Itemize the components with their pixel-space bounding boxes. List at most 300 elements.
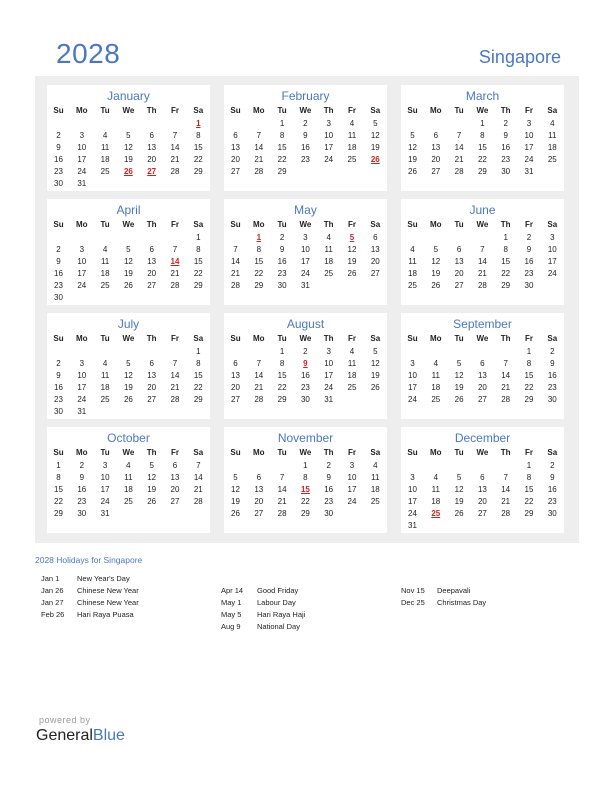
- month-title: May: [294, 203, 317, 217]
- day-cell: 2: [56, 359, 61, 368]
- holiday-name: New Year's Day: [77, 574, 130, 583]
- day-cell: 29: [524, 509, 534, 518]
- day-cell: 30: [547, 395, 557, 404]
- weekday-label: Sa: [370, 220, 381, 229]
- day-cell: 12: [370, 131, 380, 140]
- day-cell: 10: [77, 371, 87, 380]
- weekday-header: [224, 105, 387, 117]
- day-cell: 27: [254, 509, 264, 518]
- day-cell: 23: [300, 383, 310, 392]
- day-cell: 9: [279, 245, 285, 254]
- day-cell: 15: [254, 257, 264, 266]
- day-cell: 6: [149, 131, 154, 140]
- year-title: 2028: [56, 38, 121, 69]
- weekday-label: Th: [323, 106, 334, 115]
- day-cell: 27: [147, 281, 157, 290]
- weekday-label: Mo: [253, 334, 265, 343]
- day-cell: 7: [480, 245, 485, 254]
- day-cell: 10: [347, 473, 357, 482]
- day-cell: 31: [77, 407, 87, 416]
- day-cell: 14: [170, 143, 180, 152]
- day-cell: 20: [147, 155, 157, 164]
- day-cell: 30: [54, 407, 63, 416]
- weekday-label: Th: [500, 334, 511, 343]
- day-cell: 30: [54, 179, 63, 188]
- day-cell: 20: [147, 383, 157, 392]
- month-title: February: [281, 89, 330, 103]
- day-cell: 31: [524, 167, 534, 176]
- day-cell: 29: [54, 509, 63, 518]
- weekday-label: Su: [230, 220, 241, 229]
- day-cell: 7: [233, 245, 238, 254]
- brand-logo[interactable]: [36, 727, 125, 745]
- day-cell: 10: [324, 131, 334, 140]
- weekday-label: Mo: [430, 334, 442, 343]
- weekday-label: Mo: [430, 106, 442, 115]
- day-cell: 2: [56, 131, 61, 140]
- weekday-label: Sa: [547, 448, 558, 457]
- weekday-label: Mo: [76, 220, 88, 229]
- day-cell: 10: [324, 359, 334, 368]
- day-cell: 6: [433, 131, 439, 140]
- day-cell: 28: [477, 281, 487, 290]
- holiday-date: May 1: [221, 598, 242, 607]
- day-cell: 5: [233, 473, 238, 482]
- day-cell: 16: [277, 257, 287, 266]
- day-cell: 25: [347, 383, 357, 392]
- day-cell: 1: [303, 461, 308, 470]
- day-cell: 14: [501, 485, 511, 494]
- weekday-label: Mo: [430, 220, 442, 229]
- day-cell: 17: [300, 257, 310, 266]
- weekday-header: [401, 447, 564, 459]
- day-cell: 25: [100, 281, 110, 290]
- day-cell: 2: [550, 461, 555, 470]
- day-cell: 1: [196, 233, 201, 242]
- weekday-label: Sa: [193, 106, 204, 115]
- month-title: January: [107, 89, 150, 103]
- day-cell: 4: [433, 473, 439, 482]
- day-cell: 5: [126, 131, 131, 140]
- day-cell: 12: [231, 485, 240, 494]
- weekday-label: Mo: [253, 220, 265, 229]
- day-cell: 16: [54, 155, 63, 164]
- day-cell: 25: [347, 155, 357, 164]
- weekday-label: We: [476, 220, 489, 229]
- day-cell: 23: [77, 497, 87, 506]
- weekday-header: [224, 219, 387, 231]
- day-cell: 23: [300, 155, 310, 164]
- weekday-label: Th: [146, 106, 157, 115]
- day-cell: 24: [408, 509, 417, 518]
- day-cell: 24: [547, 269, 557, 278]
- weekday-label: Sa: [370, 334, 381, 343]
- day-cell: 3: [410, 359, 415, 368]
- month-march: [401, 85, 564, 191]
- day-cell: 10: [408, 485, 417, 494]
- weekday-label: Fr: [348, 334, 356, 343]
- day-cell: 27: [477, 395, 487, 404]
- day-cell: 12: [147, 473, 157, 482]
- day-cell: 23: [547, 383, 557, 392]
- day-cell: 6: [480, 473, 485, 482]
- weekday-label: Th: [146, 334, 157, 343]
- day-cell: 5: [456, 473, 462, 482]
- day-cell: 8: [480, 131, 485, 140]
- day-cell: 3: [79, 131, 85, 140]
- holiday-name: Hari Raya Haji: [257, 610, 306, 619]
- weekday-header: [224, 333, 387, 345]
- day-cell: 19: [347, 257, 357, 266]
- day-cell: 9: [503, 131, 508, 140]
- day-cell: 1: [279, 119, 285, 128]
- day-cell: 6: [233, 359, 238, 368]
- day-cell: 8: [256, 245, 262, 254]
- weekday-label: Mo: [430, 448, 442, 457]
- month-october: [47, 427, 210, 533]
- day-cell: 30: [277, 281, 287, 290]
- day-cell: 11: [431, 371, 440, 380]
- weekday-label: Tu: [454, 106, 464, 115]
- month-title: November: [277, 431, 334, 445]
- day-cell: 31: [300, 281, 310, 290]
- day-cell: 11: [100, 143, 110, 152]
- day-cell: 24: [300, 269, 310, 278]
- brand-general: General: [36, 727, 93, 744]
- day-cell: 28: [501, 395, 511, 404]
- day-cell: 29: [193, 281, 203, 290]
- day-cell: 25: [370, 497, 380, 506]
- day-cell: 14: [277, 485, 287, 494]
- holiday-date: Aug 9: [221, 622, 241, 631]
- holiday-name: Good Friday: [257, 586, 299, 595]
- weekday-label: Sa: [547, 106, 558, 115]
- day-cell: 27: [170, 497, 180, 506]
- day-cell: 8: [503, 245, 508, 254]
- day-cell: 4: [126, 461, 131, 470]
- day-cell: 12: [454, 371, 464, 380]
- day-cell: 13: [254, 485, 264, 494]
- day-cell: 15: [501, 257, 511, 266]
- day-cell: 21: [501, 497, 511, 506]
- day-cell: 30: [77, 509, 87, 518]
- day-cell: 7: [503, 473, 508, 482]
- day-cell: 10: [77, 257, 87, 266]
- month-title: September: [453, 317, 512, 331]
- day-cell: 4: [550, 119, 555, 128]
- day-cell: 25: [123, 497, 133, 506]
- day-cell: 8: [303, 473, 308, 482]
- day-cell: 25: [547, 155, 557, 164]
- weekday-label: Fr: [525, 334, 533, 343]
- day-cell: 17: [347, 485, 357, 494]
- day-cell: 8: [56, 473, 61, 482]
- day-cell: 10: [547, 245, 557, 254]
- day-cell: 22: [193, 269, 203, 278]
- weekday-label: Th: [323, 220, 334, 229]
- day-cell: 16: [300, 371, 310, 380]
- day-cell: 11: [347, 131, 357, 140]
- day-cell: 6: [480, 359, 485, 368]
- weekday-label: Sa: [193, 448, 204, 457]
- day-cell: 15: [193, 371, 203, 380]
- weekday-label: Tu: [454, 448, 464, 457]
- day-cell: 4: [373, 461, 378, 470]
- day-cell: 3: [102, 461, 108, 470]
- day-cell: 24: [347, 497, 357, 506]
- day-cell: 31: [324, 395, 334, 404]
- day-cell: 13: [170, 473, 180, 482]
- day-cell: 11: [408, 257, 417, 266]
- day-cell: 21: [477, 269, 487, 278]
- day-cell: 6: [456, 245, 462, 254]
- weekday-label: Fr: [171, 220, 179, 229]
- holiday-day: 26: [370, 155, 380, 164]
- weekday-label: Su: [230, 448, 241, 457]
- day-cell: 24: [77, 395, 87, 404]
- month-title: October: [107, 431, 150, 445]
- day-cell: 13: [147, 257, 157, 266]
- day-cell: 19: [147, 485, 157, 494]
- day-cell: 15: [193, 257, 203, 266]
- day-cell: 1: [503, 233, 508, 242]
- day-cell: 11: [548, 131, 557, 140]
- holiday-day: 26: [123, 167, 133, 176]
- day-cell: 5: [126, 359, 131, 368]
- weekday-label: Su: [230, 106, 241, 115]
- day-cell: 21: [454, 155, 464, 164]
- day-cell: 17: [547, 257, 557, 266]
- day-cell: 18: [100, 269, 110, 278]
- day-cell: 21: [501, 383, 511, 392]
- day-cell: 25: [100, 167, 110, 176]
- day-cell: 26: [454, 395, 464, 404]
- day-cell: 6: [256, 473, 262, 482]
- day-cell: 14: [170, 371, 180, 380]
- day-cell: 8: [526, 359, 532, 368]
- day-cell: 19: [408, 155, 417, 164]
- day-cell: 22: [524, 497, 534, 506]
- day-cell: 20: [454, 269, 464, 278]
- day-cell: 7: [503, 359, 508, 368]
- day-cell: 18: [123, 485, 133, 494]
- day-cell: 28: [170, 281, 180, 290]
- day-cell: 21: [193, 485, 203, 494]
- weekday-label: Mo: [253, 106, 265, 115]
- day-cell: 7: [279, 473, 285, 482]
- day-cell: 24: [77, 281, 87, 290]
- weekday-header: [47, 333, 210, 345]
- day-cell: 9: [550, 473, 555, 482]
- day-cell: 5: [126, 245, 131, 254]
- weekday-label: Fr: [171, 334, 179, 343]
- day-cell: 4: [349, 347, 355, 356]
- day-cell: 15: [277, 143, 287, 152]
- day-cell: 14: [254, 371, 264, 380]
- holiday-date: Nov 15: [401, 586, 425, 595]
- holiday-date: May 5: [221, 610, 242, 619]
- day-cell: 12: [431, 257, 441, 266]
- holiday-day: 27: [147, 167, 157, 176]
- day-cell: 8: [279, 359, 285, 368]
- day-cell: 17: [408, 497, 417, 506]
- day-cell: 23: [54, 167, 63, 176]
- holiday-name: National Day: [257, 622, 300, 631]
- day-cell: 25: [431, 395, 441, 404]
- day-cell: 22: [193, 155, 203, 164]
- holiday-date: Apr 14: [221, 586, 244, 595]
- weekday-header: [47, 447, 210, 459]
- month-september: [401, 313, 564, 419]
- weekday-label: Fr: [171, 106, 179, 115]
- day-cell: 19: [370, 143, 380, 152]
- day-cell: 18: [431, 497, 441, 506]
- day-cell: 15: [524, 371, 534, 380]
- day-cell: 13: [370, 245, 380, 254]
- day-cell: 18: [547, 143, 557, 152]
- day-cell: 29: [277, 167, 287, 176]
- day-cell: 27: [231, 395, 240, 404]
- weekday-label: Th: [500, 106, 511, 115]
- day-cell: 7: [256, 131, 262, 140]
- holiday-date: Jan 26: [41, 586, 64, 595]
- day-cell: 2: [303, 119, 308, 128]
- day-cell: 21: [254, 155, 264, 164]
- day-cell: 20: [477, 383, 487, 392]
- day-cell: 27: [370, 269, 380, 278]
- day-cell: 26: [370, 383, 380, 392]
- day-cell: 9: [326, 473, 331, 482]
- weekday-label: We: [299, 448, 312, 457]
- day-cell: 16: [77, 485, 87, 494]
- weekday-label: Th: [323, 448, 334, 457]
- weekday-label: We: [299, 106, 312, 115]
- day-cell: 23: [54, 395, 63, 404]
- day-cell: 6: [172, 461, 178, 470]
- day-cell: 30: [524, 281, 534, 290]
- day-cell: 24: [77, 167, 87, 176]
- day-cell: 19: [454, 497, 464, 506]
- holiday-day: 15: [300, 485, 310, 494]
- day-cell: 11: [100, 371, 110, 380]
- day-cell: 21: [170, 383, 180, 392]
- brand-blue: Blue: [92, 727, 125, 744]
- day-cell: 4: [433, 359, 439, 368]
- weekday-label: Fr: [525, 448, 533, 457]
- weekday-header: [401, 105, 564, 117]
- day-cell: 10: [100, 473, 110, 482]
- day-cell: 31: [408, 521, 417, 530]
- day-cell: 20: [170, 485, 180, 494]
- day-cell: 11: [371, 473, 380, 482]
- day-cell: 13: [454, 257, 464, 266]
- day-cell: 21: [170, 155, 180, 164]
- weekday-label: Th: [323, 334, 334, 343]
- weekday-label: Fr: [525, 106, 533, 115]
- weekday-label: Th: [146, 220, 157, 229]
- day-cell: 26: [431, 281, 441, 290]
- month-title: June: [469, 203, 496, 217]
- day-cell: 1: [196, 347, 201, 356]
- weekday-label: Su: [407, 448, 418, 457]
- day-cell: 19: [123, 269, 133, 278]
- holiday-day: 1: [196, 119, 201, 128]
- day-cell: 17: [324, 143, 334, 152]
- day-cell: 25: [100, 395, 110, 404]
- day-cell: 21: [231, 269, 240, 278]
- day-cell: 6: [149, 359, 154, 368]
- day-cell: 28: [254, 395, 264, 404]
- day-cell: 2: [550, 347, 555, 356]
- weekday-label: We: [299, 220, 312, 229]
- day-cell: 22: [277, 383, 287, 392]
- day-cell: 30: [54, 293, 63, 302]
- day-cell: 14: [193, 473, 203, 482]
- day-cell: 22: [54, 497, 63, 506]
- day-cell: 19: [123, 383, 133, 392]
- weekday-label: Fr: [348, 220, 356, 229]
- day-cell: 16: [324, 485, 334, 494]
- day-cell: 2: [503, 119, 508, 128]
- day-cell: 18: [347, 143, 357, 152]
- day-cell: 27: [431, 167, 441, 176]
- day-cell: 1: [526, 347, 532, 356]
- day-cell: 4: [102, 131, 108, 140]
- day-cell: 19: [231, 497, 240, 506]
- day-cell: 7: [172, 131, 178, 140]
- weekday-label: Sa: [547, 334, 558, 343]
- day-cell: 28: [254, 167, 264, 176]
- day-cell: 27: [454, 281, 464, 290]
- day-cell: 26: [147, 497, 157, 506]
- day-cell: 16: [54, 383, 63, 392]
- day-cell: 23: [54, 281, 63, 290]
- day-cell: 23: [547, 497, 557, 506]
- day-cell: 10: [300, 245, 310, 254]
- holiday-name: Chinese New Year: [77, 586, 139, 595]
- month-november: [224, 427, 387, 533]
- day-cell: 22: [300, 497, 310, 506]
- day-cell: 15: [277, 371, 287, 380]
- weekday-label: Fr: [348, 106, 356, 115]
- month-april: [47, 199, 210, 305]
- weekday-label: Fr: [525, 220, 533, 229]
- month-title: March: [465, 89, 500, 103]
- day-cell: 2: [326, 461, 331, 470]
- day-cell: 4: [349, 119, 355, 128]
- holiday-date: Jan 1: [41, 574, 60, 583]
- day-cell: 20: [477, 497, 487, 506]
- day-cell: 9: [56, 371, 61, 380]
- day-cell: 12: [123, 143, 133, 152]
- month-title: August: [286, 317, 325, 331]
- day-cell: 6: [149, 245, 154, 254]
- day-cell: 8: [279, 131, 285, 140]
- day-cell: 27: [231, 167, 240, 176]
- day-cell: 9: [550, 359, 555, 368]
- day-cell: 21: [277, 497, 287, 506]
- weekday-label: Sa: [370, 448, 381, 457]
- day-cell: 16: [501, 143, 511, 152]
- day-cell: 28: [170, 167, 180, 176]
- weekday-label: Su: [407, 220, 418, 229]
- day-cell: 2: [56, 245, 61, 254]
- day-cell: 18: [431, 383, 441, 392]
- day-cell: 5: [149, 461, 154, 470]
- day-cell: 3: [79, 359, 85, 368]
- day-cell: 9: [56, 257, 61, 266]
- day-cell: 12: [123, 371, 133, 380]
